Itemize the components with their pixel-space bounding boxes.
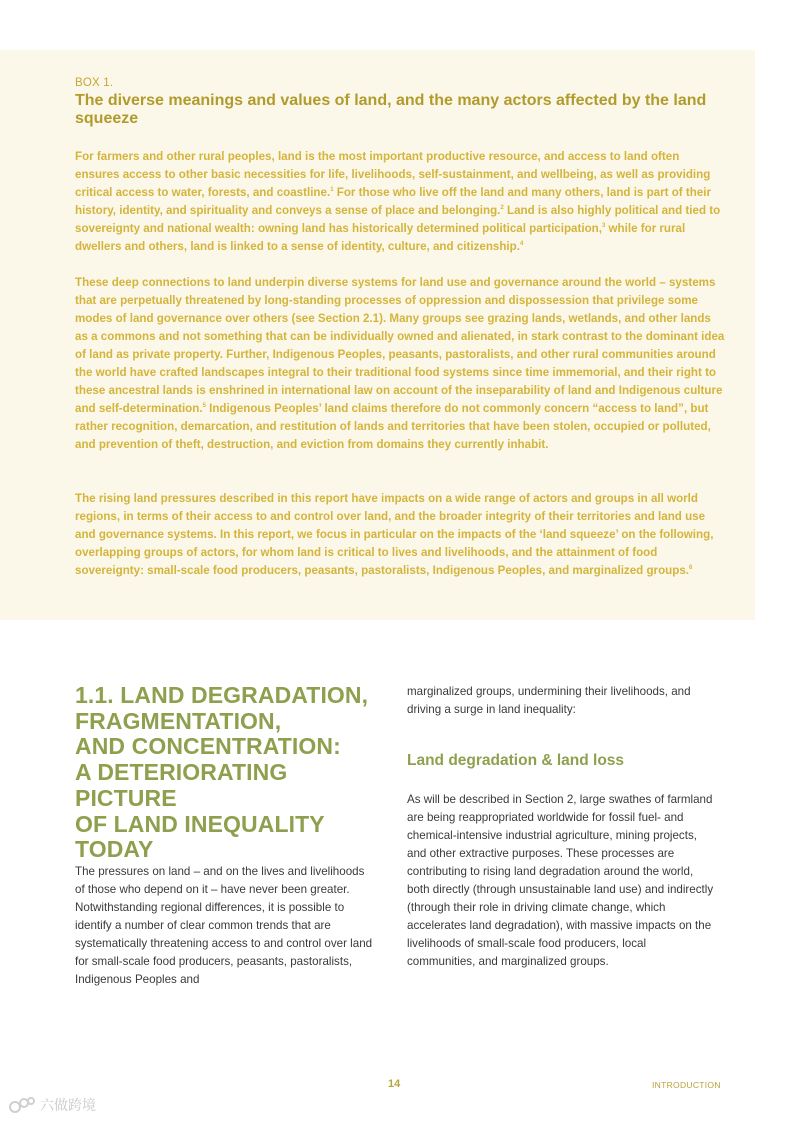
section-title-line: AND CONCENTRATION: bbox=[75, 733, 341, 760]
footer-section-label: INTRODUCTION bbox=[652, 1080, 721, 1090]
box-label: BOX 1. bbox=[75, 77, 114, 89]
watermark-text: 六做跨境 bbox=[40, 1097, 96, 1113]
footnote-ref-3[interactable]: 3 bbox=[601, 223, 606, 230]
box-paragraph-2-text-b: Indigenous Peoples’ land claims therefore do not commonly concern “access to land”, but rather recognition, demarcation, and restitution of lands and territories that have been stolen, occupied or polluted, and prevention of theft, destruction, and eviction from domains they currently inhabit. bbox=[75, 402, 711, 451]
box-paragraph-2 bbox=[75, 274, 725, 454]
footnote-ref-5[interactable]: 5 bbox=[202, 403, 206, 410]
box-paragraph-2-text-a: These deep connections to land underpin diverse systems for land use and governance around the world – systems that are perpetually threatened by long-standing processes of oppression and dispossession that privilege some modes of land governance over others (see Section 2.1). Many groups see grazing lands, wetlands, and other lands as a commons and not something that can be individually owned and alienated, in stark contrast to the dominant idea of land as private property. Further, Indigenous Peoples, peasants, pastoralists, and other rural communities around the world have crafted landscapes integral to their traditional food systems since time immemorial, and their right to these ancestral lands is enshrined in international law on account of the inseparability of land and Indigenous culture and self-determination. bbox=[75, 276, 725, 415]
section-title-line: TODAY bbox=[75, 836, 154, 863]
box-paragraph-1-text-b: For those who live off the land and many others, land is part of their history, identity, and spirituality and conveys a sense of place and belonging. bbox=[75, 186, 712, 217]
footnote-ref-6[interactable]: 6 bbox=[688, 565, 693, 572]
footnote-ref-2[interactable]: 2 bbox=[500, 205, 504, 212]
footnote-ref-1[interactable]: 1 bbox=[330, 187, 334, 194]
right-column-paragraph-2: As will be described in Section 2, large swathes of farmland are being reappropriated worldwide for fossil fuel- and chemical-intensive industrial agriculture, mining projects, and other extractive purposes. These processes are contributing to rising land degradation around the world, both directly (through unsustainable land use) and indirectly (through their role in driving climate change, which accelerates land degradation), with massive impacts on the livelihoods of small-scale food producers, local communities, and marginalized groups. bbox=[407, 793, 714, 968]
section-title bbox=[75, 683, 395, 863]
box-paragraph-3-text: The rising land pressures described in this report have impacts on a wide range of actors and groups in all world regions, in terms of their access to and control over land, and the broader integrity of their territories and land use and governance systems. In this report, we focus in particular on the impacts of the ‘land squeeze’ on the following, overlapping groups of actors, for whom land is critical to lives and livelihoods, and the attainment of food sovereignty: small-scale food producers, peasants, pastoralists, Indigenous Peoples, and marginalized groups. bbox=[75, 492, 714, 577]
page-number: 14 bbox=[388, 1078, 401, 1090]
watermark bbox=[8, 1095, 96, 1115]
section-title-line: A DETERIORATING PICTURE bbox=[75, 759, 288, 811]
box-paragraph-3 bbox=[75, 490, 725, 580]
box-paragraph-1 bbox=[75, 148, 725, 256]
section-title-line: 1.1. LAND DEGRADATION, bbox=[75, 682, 369, 708]
subheading-land-degradation: Land degradation & land loss bbox=[407, 752, 625, 769]
section-title-line: FRAGMENTATION, bbox=[75, 707, 282, 734]
section-title-line: OF LAND INEQUALITY bbox=[75, 810, 325, 837]
left-column-paragraph: The pressures on land – and on the lives and livelihoods of those who depend on it – have never been greater. Notwithstanding regional differences, it is possible to identify a number of clear common trends that are systematically threatening access to and control over land for small-scale food producers, peasants, pastoralists, Indigenous Peoples and bbox=[75, 865, 373, 986]
box-paragraph-1-text-c: Land is also highly political and tied to sovereignty and national wealth: owning land has historically determined political participation, bbox=[75, 204, 721, 235]
box-paragraph-1-text-d: while for rural dwellers and others, land is linked to a sense of identity, culture, and citizenship. bbox=[75, 222, 686, 253]
footnote-ref-4[interactable]: 4 bbox=[519, 241, 524, 248]
watermark-logo-icon bbox=[8, 1095, 36, 1115]
right-column-paragraph-1: marginalized groups, undermining their livelihoods, and driving a surge in land inequality: bbox=[407, 685, 691, 716]
box-title: The diverse meanings and values of land, and the many actors affected by the land squeeze bbox=[75, 92, 707, 127]
box-paragraph-1-text-a: For farmers and other rural peoples, land is the most important productive resource, and access to land often ensures access to other basic necessities for life, livelihoods, self-sustainment, and wellbeing, as well as providing critical access to water, forests, and coastline. bbox=[75, 150, 711, 199]
